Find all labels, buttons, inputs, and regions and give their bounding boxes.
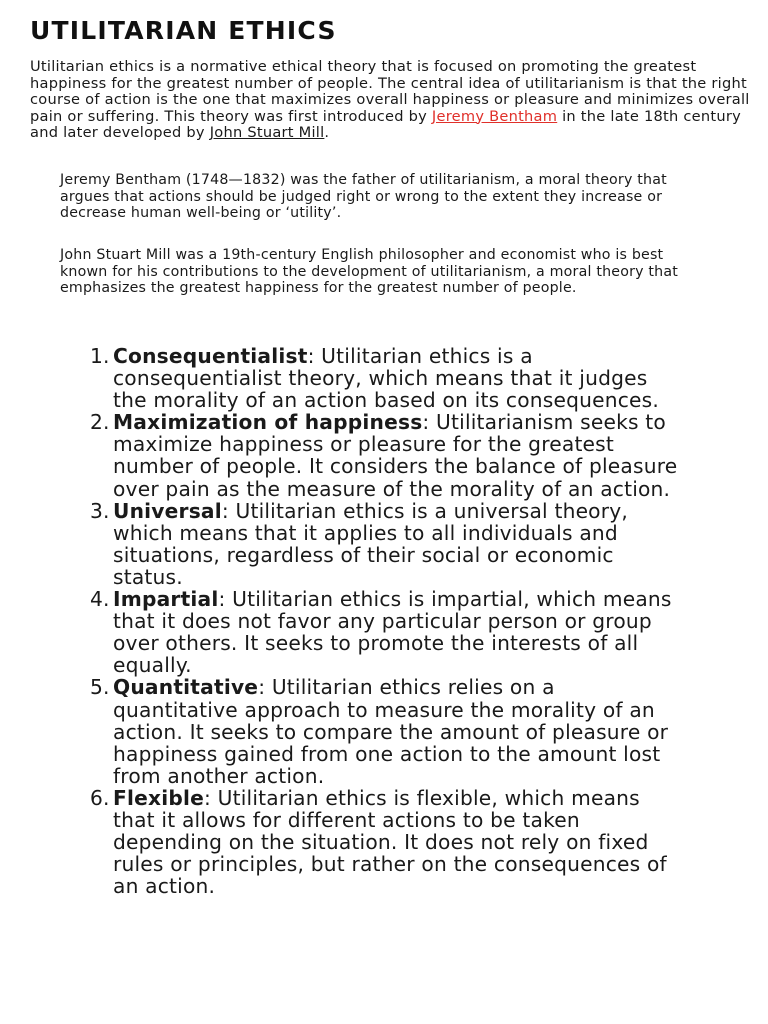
john-stuart-mill-link[interactable]: John Stuart Mill <box>209 124 325 141</box>
list-item-term: Maximization of happiness <box>113 410 423 435</box>
list-item-term: Consequentialist <box>113 344 308 368</box>
list-item-term: Flexible <box>113 785 205 810</box>
list-item-text: : Utilitarianism seeks to maximize happiness or pleasure for the greatest number of people. It considers the balance of pleasure over pain as the measure of the morality of an action. <box>113 410 678 501</box>
list-item-text: : Utilitarian ethics is a consequentialist theory, which means that it judges the morality of an action based on its consequences. <box>113 344 659 413</box>
list-item-text: : Utilitarian ethics relies on a quantitative approach to measure the morality of an action. It seeks to compare the amount of pleasure or happiness gained from one action to the amount lost from another action. <box>113 675 669 788</box>
list-item-term: Universal <box>113 498 222 523</box>
intro-text-middle: in the late 18th century and later developed by <box>30 107 742 141</box>
features-list <box>0 345 700 897</box>
list-item-text: : Utilitarian ethics is flexible, which means that it allows for different actions to be taken depending on the situation. It does not rely on fixed rules or principles, but rather on the consequences of an action. <box>113 785 667 899</box>
page-title: UTILITARIAN ETHICS <box>30 16 337 45</box>
list-item <box>0 676 683 786</box>
list-item-text: : Utilitarian ethics is impartial, which means that it does not favor any particular person or group over others. It seeks to promote the interests of all equally. <box>113 587 672 678</box>
jeremy-bentham-link[interactable]: Jeremy Bentham <box>431 107 558 125</box>
list-item-term: Quantitative <box>113 675 259 700</box>
intro-text-after: . <box>324 124 330 141</box>
list-item <box>0 345 683 411</box>
list-item-number: 1. <box>90 344 110 368</box>
mill-note: John Stuart Mill was a 19th-century English philosopher and economist who is best known for his contributions to the development of utilitarianism, a moral theory that emphasizes the greatest happiness for the greatest number of people. <box>60 247 679 297</box>
list-item-number: 4. <box>90 587 110 612</box>
list-item <box>0 411 683 499</box>
bentham-note: Jeremy Bentham (1748—1832) was the father of utilitarianism, a moral theory that argues that actions should be judged right or wrong to the extent they increase or decrease human well-being or ‘utility’. <box>60 172 667 222</box>
list-item <box>0 588 683 676</box>
list-item-text: : Utilitarian ethics is a universal theory, which means that it applies to all individuals and situations, regardless of their social or economic status. <box>113 498 628 589</box>
list-item-number: 2. <box>90 410 110 435</box>
list-item <box>0 500 683 588</box>
intro-paragraph <box>30 59 755 142</box>
list-item-number: 6. <box>90 785 110 810</box>
list-item-term: Impartial <box>113 587 219 612</box>
list-item-number: 3. <box>90 498 110 523</box>
intro-text-before: Utilitarian ethics is a normative ethical theory that is focused on promoting the greatest happiness for the greatest number of people. The central idea of utilitarianism is that the right course of action is the one that maximizes overall happiness or pleasure and minimizes overall pain or suffering. This theory was first introduced by <box>30 58 750 125</box>
list-item-number: 5. <box>90 675 110 700</box>
list-item <box>0 787 683 897</box>
intro-text <box>30 59 755 142</box>
